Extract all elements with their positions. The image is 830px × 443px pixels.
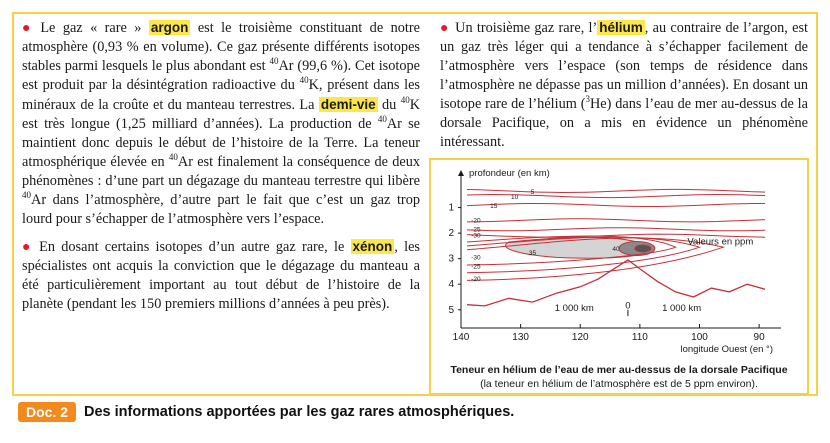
contour-line (467, 189, 765, 192)
right-column (440, 18, 808, 160)
text: K est très longue (1,25 milliard d’années). La production de (22, 97, 421, 132)
plume-core (635, 245, 651, 252)
text: K, présent dans les minéraux de la croûte et du manteau terrestres. La (22, 77, 420, 113)
superscript: 40 (22, 190, 31, 201)
contour-line (467, 204, 765, 207)
superscript: 3 (585, 94, 590, 105)
keyword-argon: argon (150, 20, 189, 35)
text: Le gaz « rare » (40, 20, 149, 36)
x-tick-label: 110 (631, 332, 648, 343)
superscript: 40 (269, 56, 279, 67)
y-tick-label: 4 (448, 279, 454, 291)
y-axis-label: profondeur (en km) (469, 168, 550, 179)
chart-caption-note: (la teneur en hélium de l’atmosphère est de 5 ppm environ). (480, 378, 758, 390)
text: En dosant certains isotopes d’un autre gaz rare, le (39, 239, 351, 255)
doc-title: Des informations apportées par les gaz rares atmosphériques. (84, 404, 515, 420)
superscript: 40 (168, 152, 178, 163)
text: , les spécialistes ont acquis la conviction que le dégazage du manteau a été particulièrement important au tout début de l’histoire de la planète (pendant les 150 premiers millions d’années à peu près). (22, 239, 420, 312)
text: Ar dans l’atmosphère, d’autre part le fait que c’est un gaz trop lourd pour s’échapper de l’atmosphère vers l’espace. (22, 192, 420, 227)
y-tick-label: 2 (448, 228, 454, 240)
superscript: 40 (299, 75, 309, 86)
contour-label: -25 (471, 226, 481, 234)
x-axis-label: longitude Ouest (en °) (680, 344, 773, 355)
chart-caption-title: Teneur en hélium de l’eau de mer au-dessus de la dorsale Pacifique (450, 364, 788, 376)
left-column (22, 18, 420, 322)
keyword-xenon: xénon (352, 239, 393, 254)
units-label: Valeurs en ppm (687, 236, 754, 248)
scale-left-label: 1 000 km (554, 303, 594, 315)
keyword-demi-vie: demi-vie (320, 97, 376, 112)
text: est le troisième constituant de notre atmosphère (0,93 % en volume). Ce gaz présente différents isotopes stables parmi lesquels le plus abondant est (22, 20, 420, 74)
y-tick-label: 5 (448, 304, 454, 316)
y-tick-label: 3 (448, 253, 454, 265)
bullet-icon: ● (22, 21, 35, 36)
contour-label: -25 (471, 263, 481, 271)
doc-footer (18, 401, 514, 423)
contour-label: -20 (471, 217, 481, 225)
paragraph-helium (440, 18, 808, 152)
scale-zero-label: 0 (625, 300, 631, 312)
contour-label: -30 (471, 232, 481, 240)
contour-label: 10 (511, 194, 519, 202)
contour-label: -30 (471, 254, 481, 262)
y-tick-label: 1 (448, 202, 454, 214)
sea-floor-line (467, 260, 765, 306)
x-tick-label: 100 (691, 332, 708, 343)
bullet-icon: ● (22, 240, 34, 255)
bullet-icon: ● (440, 21, 450, 36)
helium-contour-plot (431, 160, 807, 364)
x-tick-label: 90 (753, 332, 765, 343)
paragraph-argon (22, 18, 420, 229)
text: du (377, 97, 401, 113)
superscript: 40 (377, 114, 387, 125)
x-tick-label: 130 (512, 332, 529, 343)
x-tick-label: 120 (571, 332, 589, 343)
doc-tag: Doc. 2 (18, 402, 76, 422)
text: Ar se maintient donc depuis le début de l’histoire de la Terre. La teneur atmosphérique élevée en (22, 116, 420, 170)
contour-label: 5 (530, 188, 535, 196)
helium-chart (429, 158, 809, 395)
text: , au contraire de l’argon, est un gaz très léger qui a tendance à s’échapper facilement de l’atmosphère vers l’espace (son temps de résidence dans l’atmosphère ne dépasse pas un million d’années). En dosant un isotope rare de l’hélium ( (440, 20, 808, 112)
text: Ar est finalement la conséquence de deux phénomènes : d’une part un dégazage du manteau terrestre qui libère (22, 154, 421, 189)
superscript: 40 (400, 95, 410, 106)
scale-right-label: 1 000 km (662, 303, 702, 315)
text: Ar (99,6 %). Cet isotope est produit par la désintégration radioactive du (22, 58, 420, 93)
contour-label: 35 (528, 249, 537, 257)
contour-label: -20 (471, 276, 481, 284)
y-axis-arrow (458, 170, 464, 176)
text: He) dans l’eau de mer au-dessus de la dorsale Pacifique, on a mis en évidence un phénomène intéressant. (440, 96, 808, 150)
x-tick-label: 140 (452, 332, 470, 343)
paragraph-xenon (22, 237, 420, 314)
contour-label: 15 (490, 203, 498, 210)
text: Un troisième gaz rare, l’ (455, 20, 598, 36)
contour-label: 40 (612, 246, 620, 253)
keyword-helium: hélium (599, 20, 643, 35)
